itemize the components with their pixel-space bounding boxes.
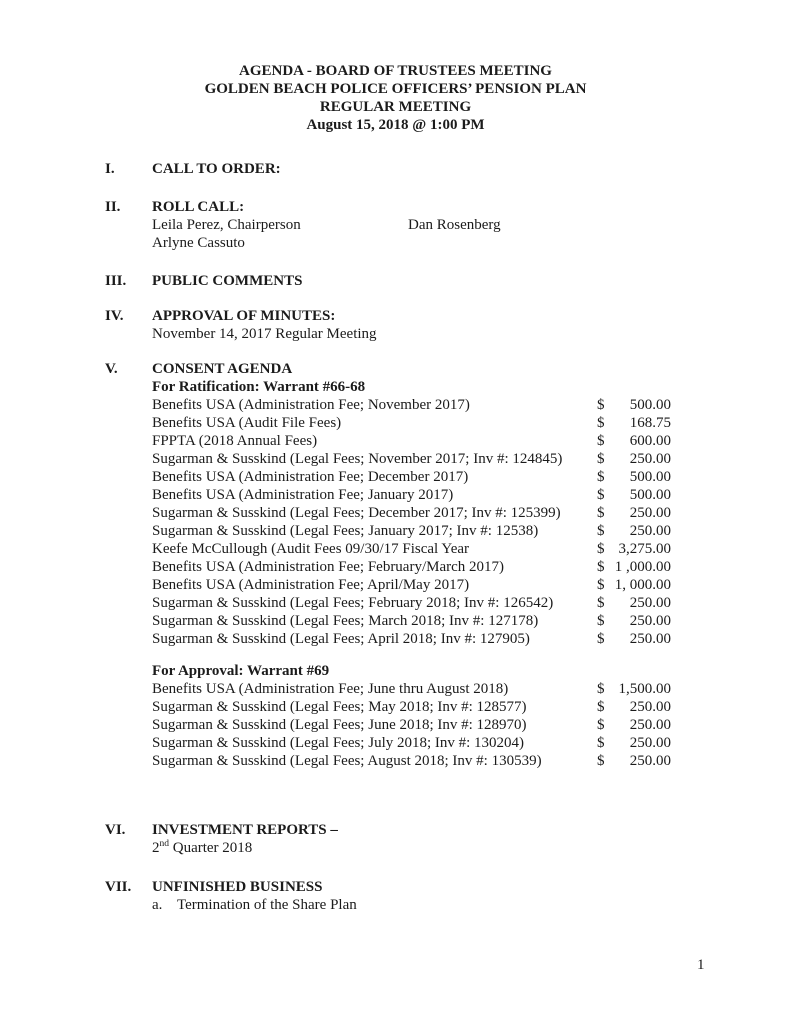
payment-row — [152, 680, 731, 698]
section-title: INVESTMENT REPORTS – — [152, 822, 338, 838]
payment-description: Sugarman & Susskind (Legal Fees; November 2017; Inv #: 124845) — [152, 451, 563, 467]
currency-symbol: $ — [597, 469, 605, 485]
payment-amount: 250.00 — [629, 699, 671, 715]
currency-symbol: $ — [597, 451, 605, 467]
currency-symbol: $ — [597, 577, 605, 593]
header-line-plan: GOLDEN BEACH POLICE OFFICERS’ PENSION PLAN — [204, 81, 587, 97]
payment-row — [152, 468, 731, 486]
page-number: 1 — [697, 957, 705, 973]
payment-row — [152, 432, 731, 450]
payment-amount: 250.00 — [629, 717, 671, 733]
payment-row — [152, 414, 731, 432]
payment-description: Sugarman & Susskind (Legal Fees; July 2018; Inv #: 130204) — [152, 735, 525, 751]
payment-description: Benefits USA (Administration Fee; November 2017) — [152, 397, 470, 413]
payment-description: Benefits USA (Audit File Fees) — [152, 415, 342, 431]
payment-amount: 250.00 — [629, 505, 671, 521]
business-item — [152, 896, 731, 914]
section-title: CALL TO ORDER: — [152, 161, 281, 177]
roll-call-row — [152, 234, 731, 252]
currency-symbol: $ — [597, 753, 605, 769]
payment-row — [152, 612, 731, 630]
currency-symbol: $ — [597, 505, 605, 521]
payment-description: Sugarman & Susskind (Legal Fees; August 2018; Inv #: 130539) — [152, 753, 542, 769]
section-numeral: VII. — [105, 879, 132, 895]
payment-list — [152, 396, 731, 648]
payment-row — [152, 396, 731, 414]
payment-amount: 1 ,000.00 — [614, 559, 671, 575]
payment-description: Sugarman & Susskind (Legal Fees; February 2018; Inv #: 126542) — [152, 595, 554, 611]
payment-row — [152, 450, 731, 468]
header-line-type: REGULAR MEETING — [319, 99, 472, 115]
payment-row — [152, 716, 731, 734]
trustee-name: Leila Perez, Chairperson — [152, 217, 301, 233]
quarter-number: 2 — [152, 840, 160, 856]
header-line-datetime: August 15, 2018 @ 1:00 PM — [306, 117, 485, 133]
payment-row — [152, 698, 731, 716]
currency-symbol: $ — [597, 613, 605, 629]
payment-amount: 250.00 — [629, 753, 671, 769]
payment-row — [152, 558, 731, 576]
section-numeral: I. — [105, 161, 115, 177]
payment-amount: 250.00 — [629, 735, 671, 751]
payment-description: Sugarman & Susskind (Legal Fees; April 2018; Inv #: 127905) — [152, 631, 530, 647]
payment-amount: 500.00 — [629, 487, 671, 503]
warrant-group-approval — [152, 662, 731, 770]
payment-description: Sugarman & Susskind (Legal Fees; March 2018; Inv #: 127178) — [152, 613, 539, 629]
payment-amount: 250.00 — [629, 595, 671, 611]
payment-description: Sugarman & Susskind (Legal Fees; December 2017; Inv #: 125399) — [152, 505, 561, 521]
payment-description: Keefe McCullough (Audit Fees 09/30/17 Fiscal Year — [152, 541, 470, 557]
payment-description: Sugarman & Susskind (Legal Fees; May 2018; Inv #: 128577) — [152, 699, 527, 715]
payment-description: Benefits USA (Administration Fee; June thru August 2018) — [152, 681, 509, 697]
business-item-letter: a. — [152, 897, 163, 913]
section-numeral: IV. — [105, 308, 124, 324]
payment-list — [152, 680, 731, 770]
payment-row — [152, 752, 731, 770]
section-numeral: V. — [105, 361, 118, 377]
payment-amount: 250.00 — [629, 613, 671, 629]
section-title: ROLL CALL: — [152, 199, 245, 215]
payment-amount: 500.00 — [629, 469, 671, 485]
payment-amount: 250.00 — [629, 451, 671, 467]
roll-call-row — [152, 216, 731, 234]
payment-row — [152, 540, 731, 558]
payment-row — [152, 576, 731, 594]
quarter-ordinal-suffix: nd — [159, 839, 169, 849]
currency-symbol: $ — [597, 415, 605, 431]
payment-description: Benefits USA (Administration Fee; January 2017) — [152, 487, 454, 503]
currency-symbol: $ — [597, 631, 605, 647]
section-call-to-order — [105, 160, 731, 178]
minutes-reference: November 14, 2017 Regular Meeting — [152, 326, 377, 342]
warrant-group-heading: For Ratification: Warrant #66-68 — [152, 379, 366, 395]
document-header — [0, 62, 791, 134]
payment-amount: 500.00 — [629, 397, 671, 413]
currency-symbol: $ — [597, 487, 605, 503]
payment-description: Sugarman & Susskind (Legal Fees; June 2018; Inv #: 128970) — [152, 717, 527, 733]
currency-symbol: $ — [597, 397, 605, 413]
payment-row — [152, 486, 731, 504]
currency-symbol: $ — [597, 433, 605, 449]
section-unfinished-business — [105, 878, 731, 914]
section-investment-reports — [105, 821, 731, 857]
currency-symbol: $ — [597, 541, 605, 557]
payment-amount: 1,500.00 — [618, 681, 671, 697]
currency-symbol: $ — [597, 595, 605, 611]
currency-symbol: $ — [597, 681, 605, 697]
payment-row — [152, 594, 731, 612]
section-title: UNFINISHED BUSINESS — [152, 879, 323, 895]
payment-description: Benefits USA (Administration Fee; February/March 2017) — [152, 559, 505, 575]
payment-description: Benefits USA (Administration Fee; April/May 2017) — [152, 577, 470, 593]
section-approval-of-minutes — [105, 307, 731, 343]
section-title: PUBLIC COMMENTS — [152, 273, 303, 289]
quarter-rest: Quarter 2018 — [169, 840, 253, 856]
section-consent-agenda — [105, 360, 731, 770]
payment-amount: 168.75 — [629, 415, 671, 431]
payment-description: FPPTA (2018 Annual Fees) — [152, 433, 318, 449]
payment-description: Sugarman & Susskind (Legal Fees; January 2017; Inv #: 12538) — [152, 523, 539, 539]
payment-row — [152, 734, 731, 752]
section-numeral: VI. — [105, 822, 126, 838]
business-item-text: Termination of the Share Plan — [177, 897, 357, 913]
payment-row — [152, 630, 731, 648]
section-title: APPROVAL OF MINUTES: — [152, 308, 336, 324]
payment-row — [152, 522, 731, 540]
trustee-name: Dan Rosenberg — [408, 217, 501, 233]
trustee-name: Arlyne Cassuto — [152, 235, 245, 251]
quarter-reference — [152, 839, 731, 857]
currency-symbol: $ — [597, 559, 605, 575]
section-numeral: III. — [105, 273, 127, 289]
currency-symbol: $ — [597, 699, 605, 715]
currency-symbol: $ — [597, 735, 605, 751]
section-title: CONSENT AGENDA — [152, 361, 293, 377]
section-public-comments — [105, 272, 731, 290]
payment-amount: 1, 000.00 — [614, 577, 671, 593]
payment-amount: 600.00 — [629, 433, 671, 449]
payment-amount: 3,275.00 — [618, 541, 671, 557]
header-line-meeting: AGENDA - BOARD OF TRUSTEES MEETING — [239, 63, 552, 79]
payment-amount: 250.00 — [629, 523, 671, 539]
warrant-group-ratification — [152, 378, 731, 648]
section-roll-call — [105, 198, 731, 252]
warrant-group-heading: For Approval: Warrant #69 — [152, 663, 330, 679]
payment-description: Benefits USA (Administration Fee; December 2017) — [152, 469, 469, 485]
currency-symbol: $ — [597, 523, 605, 539]
payment-amount: 250.00 — [629, 631, 671, 647]
payment-row — [152, 504, 731, 522]
currency-symbol: $ — [597, 717, 605, 733]
section-numeral: II. — [105, 199, 121, 215]
